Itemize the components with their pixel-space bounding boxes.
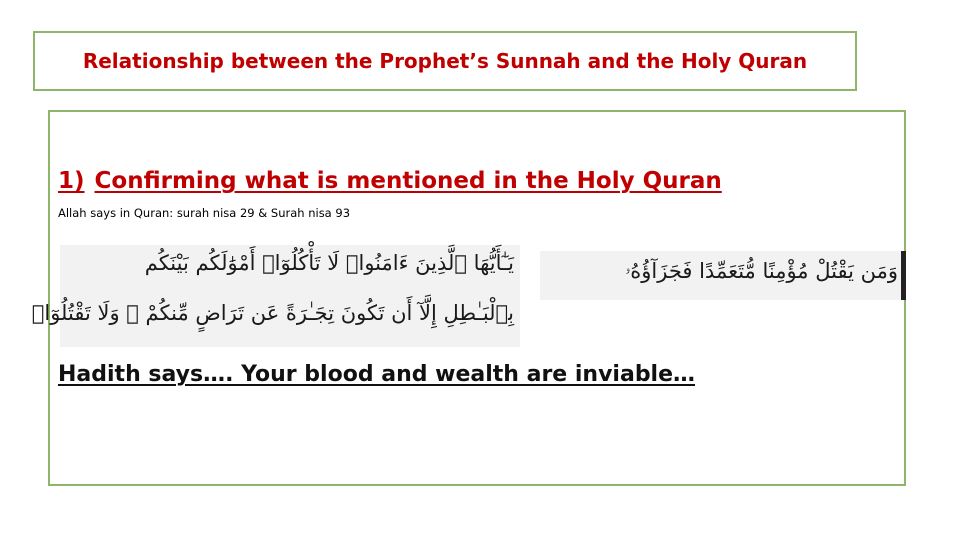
verse-nisa-93-line: وَمَن يَقْتُلْ مُؤْمِنًا مُّتَعَمِّدًا فَجَزَآؤُهُۥ [625, 259, 898, 283]
point-heading [58, 168, 722, 194]
title-box [33, 31, 857, 91]
point-heading-text: Confirming what is mentioned in the Holy Quran [94, 168, 722, 194]
verse-nisa-29-line2: بِٱلْبَـٰطِلِ إِلَّآ أَن تَكُونَ تِجَـٰرَةً عَن تَرَاضٍ مِّنكُمْ ۚ وَلَا تَقْتُلُوٓا۟ [31, 301, 514, 325]
verse-nisa-29-image [31, 245, 520, 347]
slide-title: Relationship between the Prophet’s Sunnah and the Holy Quran [82, 49, 808, 73]
quran-reference: Allah says in Quran: surah nisa 29 & Surah nisa 93 [58, 206, 351, 220]
hadith-text: Hadith says…. Your blood and wealth are inviable… [58, 362, 696, 387]
verse-edge-bar [901, 251, 906, 300]
verse-nisa-93-image [540, 251, 906, 300]
point-number: 1) [58, 168, 85, 194]
verse-nisa-29-line1: يَـٰٓأَيُّهَا ٱلَّذِينَ ءَامَنُوا۟ لَا تَأْكُلُوٓا۟ أَمْوَٰلَكُم بَيْنَكُم [144, 251, 514, 275]
